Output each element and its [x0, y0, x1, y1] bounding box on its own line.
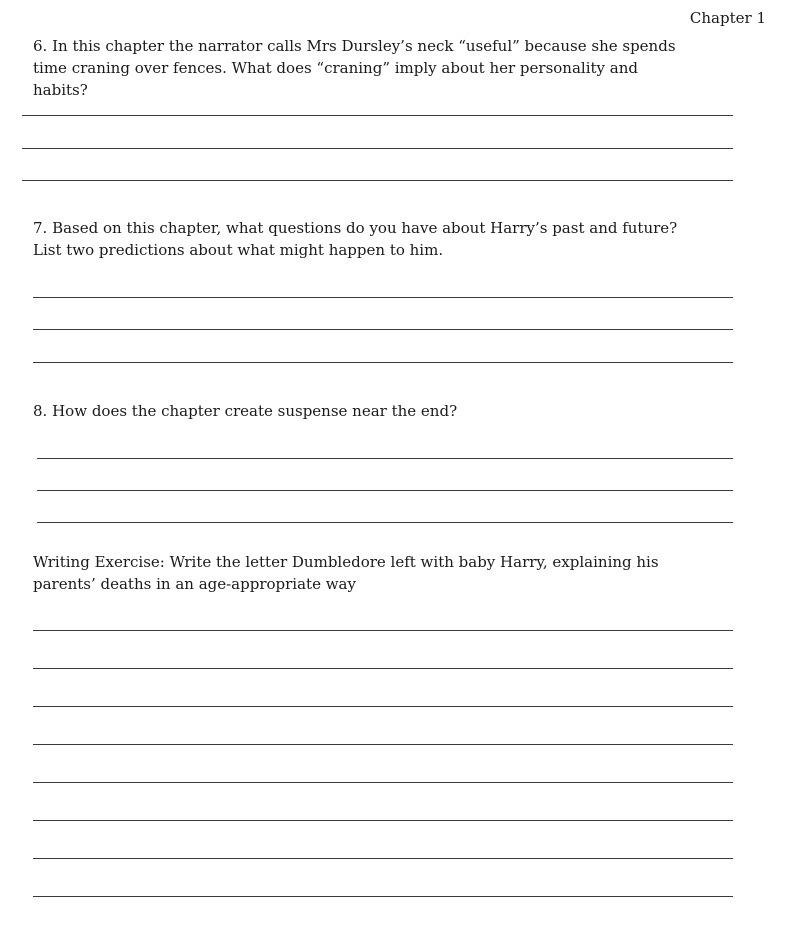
answer-line[interactable] [22, 180, 733, 181]
question-6 [33, 35, 693, 101]
writing-exercise [33, 551, 693, 595]
answer-line[interactable] [22, 148, 733, 149]
answer-line[interactable] [33, 329, 733, 330]
chapter-header: Chapter 1 [689, 9, 766, 27]
question-8 [33, 400, 693, 422]
answer-line[interactable] [33, 668, 733, 669]
answer-line[interactable] [22, 115, 733, 116]
answer-line[interactable] [33, 782, 733, 783]
answer-line[interactable] [33, 706, 733, 707]
writing-exercise-text: Write the letter Dumbledore left with baby Harry, explaining his parents’ deaths in an age-appropriate way [33, 553, 659, 593]
writing-exercise-label: Writing Exercise: [33, 553, 165, 571]
answer-line[interactable] [33, 297, 733, 298]
answer-line[interactable] [33, 896, 733, 897]
question-number: 6. [33, 37, 48, 55]
answer-line[interactable] [33, 362, 733, 363]
answer-line[interactable] [37, 522, 733, 523]
question-text: How does the chapter create suspense near the end? [52, 402, 458, 420]
answer-line[interactable] [33, 630, 733, 631]
question-7 [33, 217, 693, 261]
answer-line[interactable] [37, 490, 733, 491]
question-text: Based on this chapter, what questions do you have about Harry’s past and future? List two predictions about what might happen to him. [33, 219, 678, 259]
answer-line[interactable] [33, 744, 733, 745]
answer-line[interactable] [33, 858, 733, 859]
answer-line[interactable] [33, 820, 733, 821]
question-text: In this chapter the narrator calls Mrs Dursley’s neck “useful” because she spends time craning over fences. What does “craning” imply about her personality and habits? [33, 37, 676, 99]
question-number: 7. [33, 219, 48, 237]
question-number: 8. [33, 402, 48, 420]
answer-line[interactable] [37, 458, 733, 459]
